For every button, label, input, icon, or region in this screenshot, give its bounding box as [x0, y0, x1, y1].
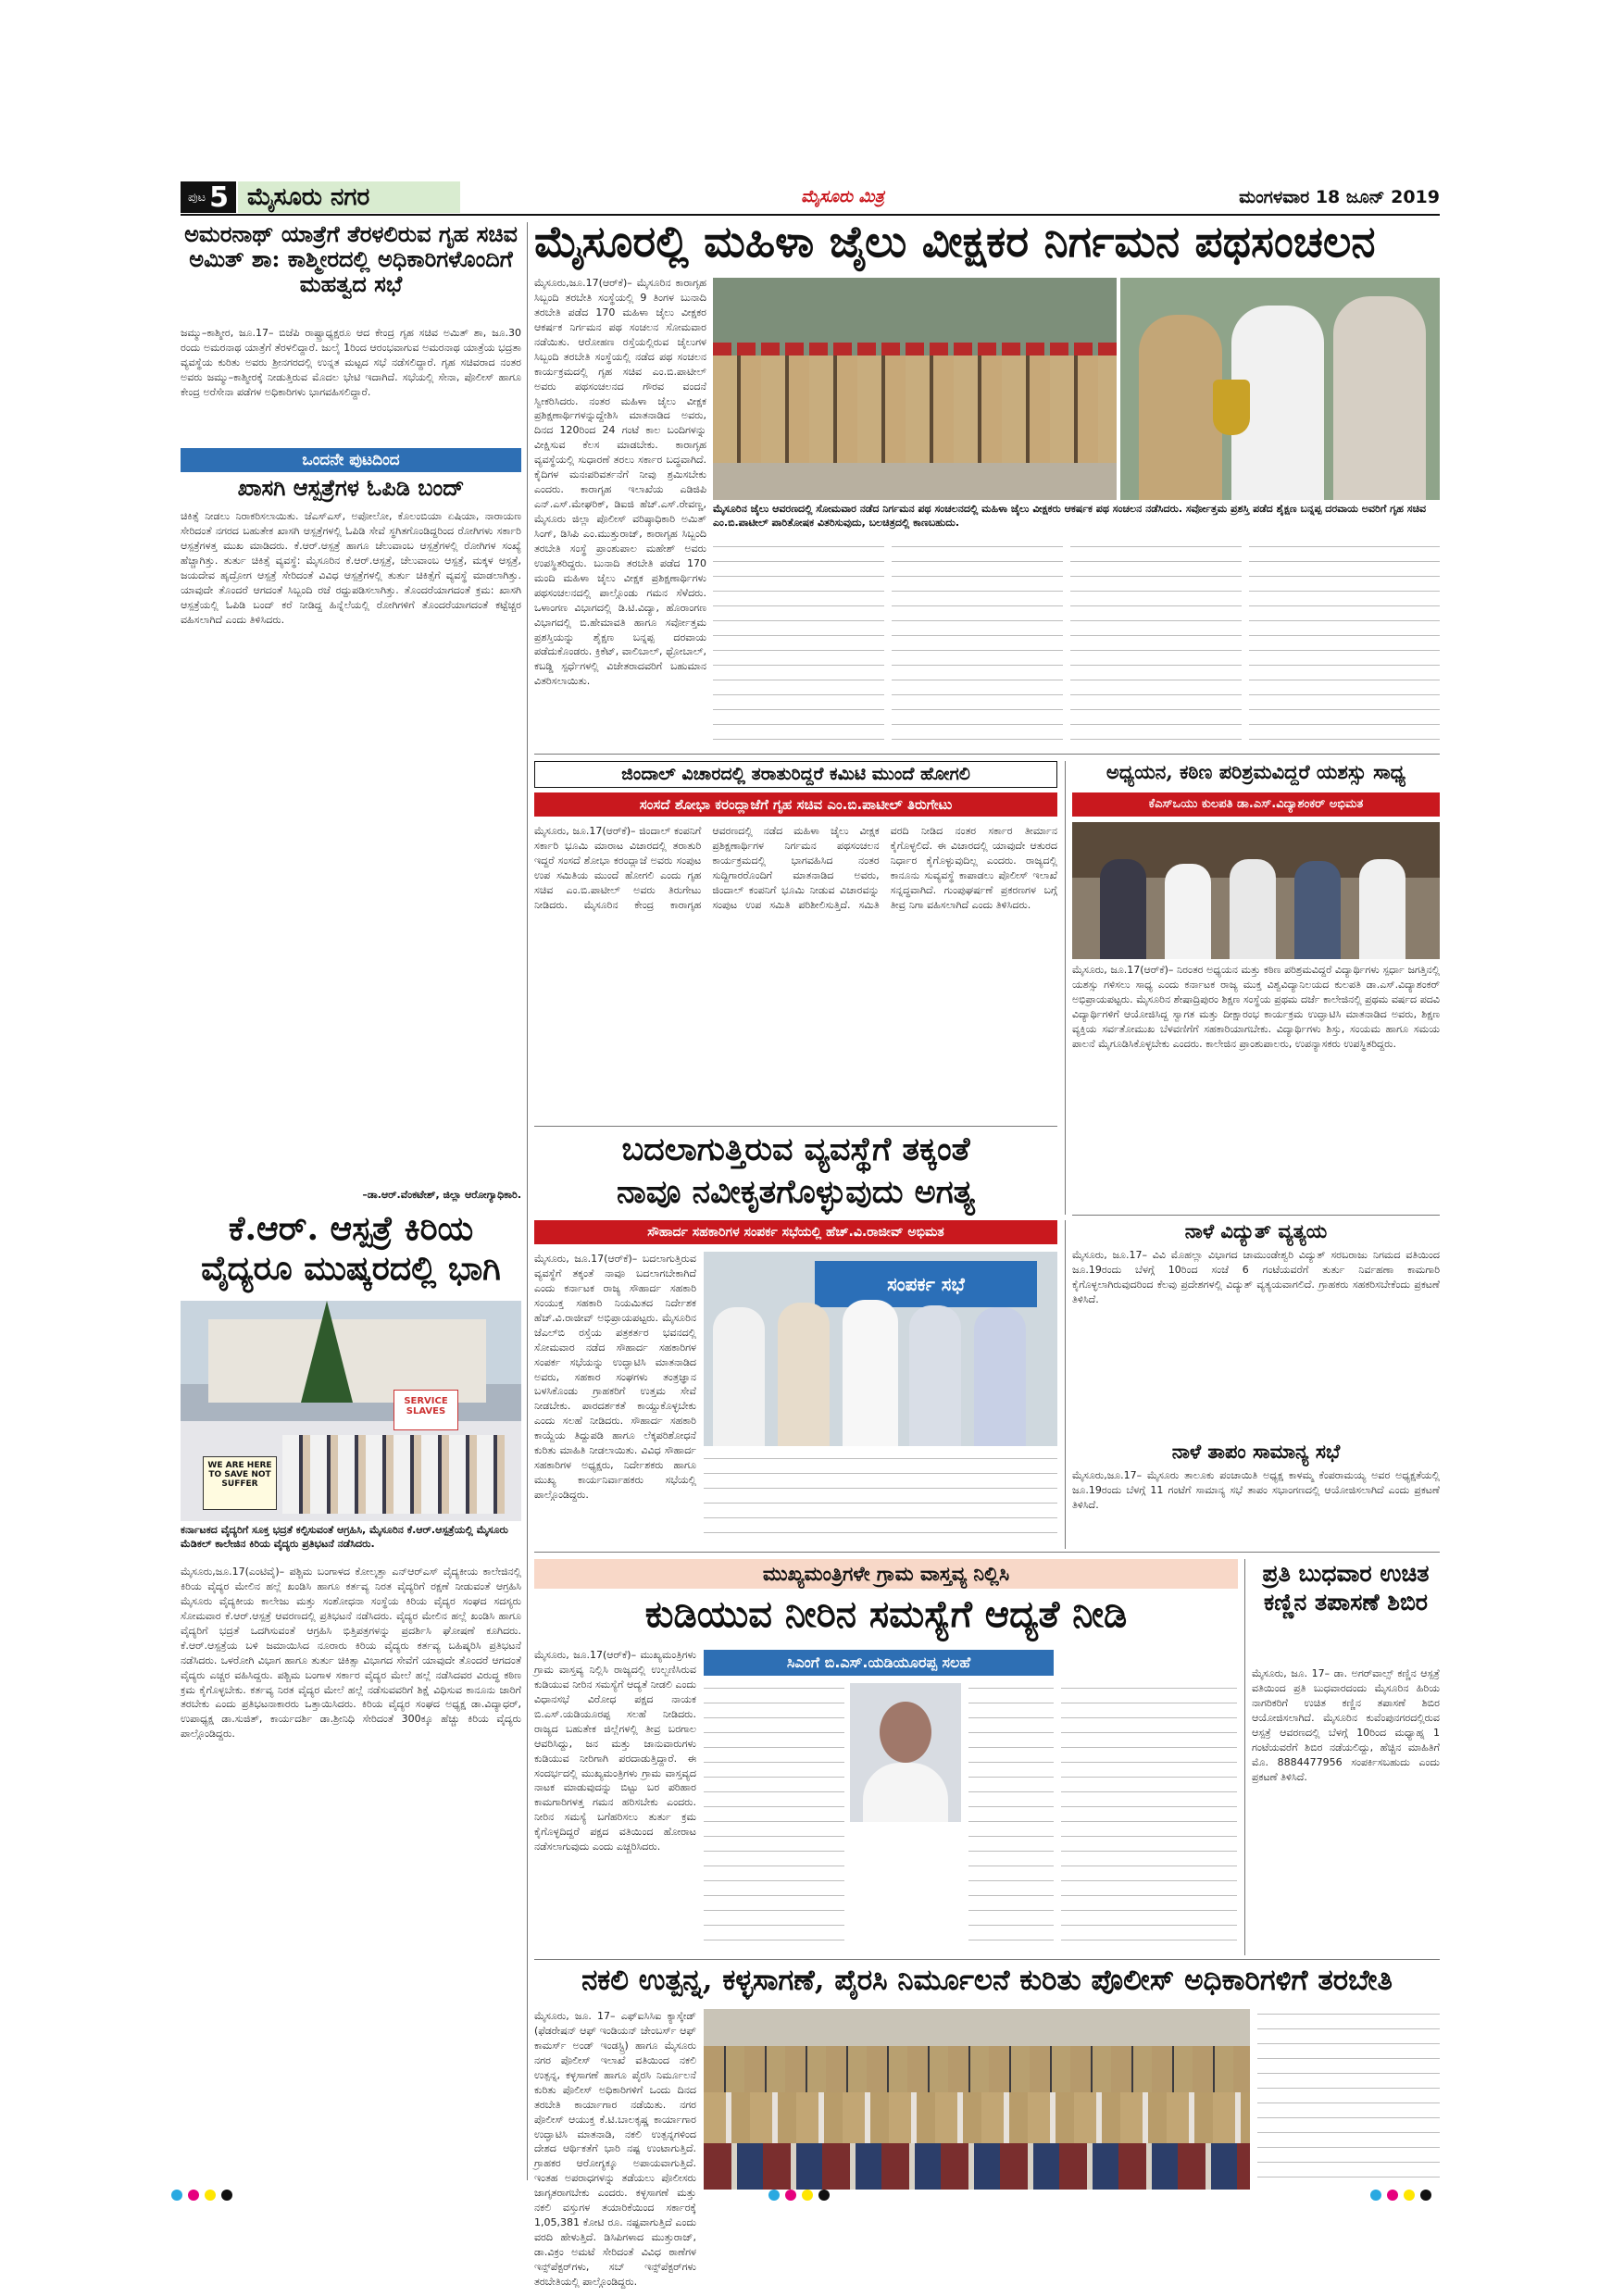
- registration-dots-center: [768, 2187, 835, 2204]
- portrait-head: [880, 1702, 931, 1763]
- registration-dots-right: [1370, 2187, 1437, 2204]
- cm-kicker: ಮುಖ್ಯಮಂತ್ರಿಗಳೇ ಗ್ರಾಮ ವಾಸ್ತವ್ಯ ನಿಲ್ಲಿಸಿ: [534, 1559, 1238, 1589]
- header-rule: [181, 214, 1440, 216]
- issue-date: ಮಂಗಳವಾರ 18 ಜೂನ್ 2019: [1239, 187, 1440, 207]
- budhavara-body: ಮೈಸೂರು, ಜೂ. 17– ಡಾ. ಅಗರ್‌ವಾಲ್ಸ್ ಕಣ್ಣಿನ ಆಸ್ಪತ್ರೆ ವತಿಯಿಂದ ಪ್ರತಿ ಬುಧವಾರದಂದು ಮೈಸೂರಿನ ಹಿರಿಯ ನಾಗರಿಕರಿಗೆ ಉಚಿತ ಕಣ್ಣಿನ ತಪಾಸಣೆ ಶಿಬಿರ ಆಯೋಜಿಸಲಾಗಿದೆ. ಮೈಸೂರಿನ ಕುವೆಂಪುನಗರದಲ್ಲಿರುವ ಆಸ್ಪತ್ರೆ ಆವರಣದಲ್ಲಿ ಬೆಳಗ್ಗೆ 10ರಿಂದ ಮಧ್ಯಾಹ್ನ 1 ಗಂಟೆಯವರೆಗೆ ಶಿಬಿರ ನಡೆಯಲಿದ್ದು, ಹೆಚ್ಚಿನ ಮಾಹಿತಿಗೆ ಮೊ. 8884477956 ಸಂಪರ್ಕಿಸಬಹುದು ಎಂದು ಪ್ರಕಟಣೆ ತಿಳಿಸಿದೆ.: [1252, 1667, 1440, 1783]
- col-divider-1: [527, 222, 528, 2180]
- police-headline: ನಕಲಿ ಉತ್ಪನ್ನ, ಕಳ್ಳಸಾಗಣೆ, ಪೈರಸಿ ನಿರ್ಮೂಲನೆ ಕುರಿತು ಪೊಲೀಸ್ ಅಧಿಕಾರಿಗಳಿಗೆ ತರಬೇತಿ: [581, 1964, 1393, 1997]
- placard-service-slaves: SERVICE SLAVES: [394, 1390, 458, 1430]
- sahakari-meeting-photo: [704, 1252, 1057, 1446]
- amarnath-headline: ಅಮರನಾಥ್ ಯಾತ್ರೆಗೆ ತೆರಳಲಿರುವ ಗೃಹ ಸಚಿವ ಅಮಿತ್ ಶಾ: ಕಾಶ್ಮೀರದಲ್ಲಿ ಅಧಿಕಾರಿಗಳೊಂದಿಗೆ ಮಹತ್ವದ ಸಭೆ: [184, 220, 518, 297]
- budhavara-headline: ಪ್ರತಿ ಬುಧವಾರ ಉಚಿತ ಕಣ್ಣಿನ ತಪಾಸಣೆ ಶಿಬಿರ: [1262, 1560, 1430, 1616]
- main-photo-caption: ಮೈಸೂರಿನ ಜೈಲು ಆವರಣದಲ್ಲಿ ಸೋಮವಾರ ನಡೆದ ನಿರ್ಗಮನ ಪಥ ಸಂಚಲನದಲ್ಲಿ ಮಹಿಳಾ ಜೈಲು ವೀಕ್ಷಕರು ಆಕರ್ಷಕ ಪಥ ಸಂಚಲನ ನಡೆಸಿದರು. ಸರ್ವೋತ್ತಮ ಪ್ರಶಸ್ತಿ ಪಡೆದ ಶೈಕ್ಷಣ ಬನ್ನಪ್ಪ ದರವಾಯ ಅವರಿಗೆ ಗೃಹ ಸಚಿವ ಎಂ.ಬಿ.ಪಾಟೀಲ್ ಪಾರಿತೋಷಕ ವಿತರಿಸುವುದು, ಬಲಚಿತ್ರದಲ್ಲಿ ಕಾಣಬಹುದು.: [713, 503, 1427, 529]
- jindal-body: ಮೈಸೂರು, ಜೂ.17(ಆರ್‌ಕೆ)– ಜಿಂದಾಲ್ ಕಂಪನಿಗೆ ಸರ್ಕಾರಿ ಭೂಮಿ ಮಾರಾಟ ವಿಚಾರದಲ್ಲಿ ತರಾತುರಿ ಇದ್ದರೆ ಸಂಸದೆ ಶೋಭಾ ಕರಂದ್ಲಾಜೆ ಅವರು ಸಂಪುಟ ಉಪ ಸಮಿತಿಯ ಮುಂದೆ ಹೋಗಲಿ ಎಂದು ಗೃಹ ಸಚಿವ ಎಂ.ಬಿ.ಪಾಟೀಲ್ ಅವರು ತಿರುಗೇಟು ನೀಡಿದರು. ಮೈಸೂರಿನ ಕೇಂದ್ರ ಕಾರಾಗೃಹ ಆವರಣದಲ್ಲಿ ನಡೆದ ಮಹಿಳಾ ಜೈಲು ವೀಕ್ಷಕ ಪ್ರಶಿಕ್ಷಣಾರ್ಥಿಗಳ ನಿರ್ಗಮನ ಪಥಸಂಚಲನ ಕಾರ್ಯಕ್ರಮದಲ್ಲಿ ಭಾಗವಹಿಸಿದ ನಂತರ ಸುದ್ದಿಗಾರರೊಂದಿಗೆ ಮಾತನಾಡಿದ ಅವರು, ಜಿಂದಾಲ್ ಕಂಪನಿಗೆ ಭೂಮಿ ನೀಡುವ ವಿಚಾರವನ್ನು ಸಂಪುಟ ಉಪ ಸಮಿತಿ ಪರಿಶೀಲಿಸುತ್ತಿದೆ. ಸಮಿತಿ ವರದಿ ನೀಡಿದ ನಂತರ ಸರ್ಕಾರ ತೀರ್ಮಾನ ಕೈಗೊಳ್ಳಲಿದೆ. ಈ ವಿಚಾರದಲ್ಲಿ ಯಾವುದೇ ಆತುರದ ನಿರ್ಧಾರ ಕೈಗೊಳ್ಳುವುದಿಲ್ಲ ಎಂದರು. ರಾಜ್ಯದಲ್ಲಿ ಕಾನೂನು ಸುವ್ಯವಸ್ಥೆ ಕಾಪಾಡಲು ಪೊಲೀಸ್ ಇಲಾಖೆ ಸನ್ನದ್ಧವಾಗಿದೆ. ಗುಂಪುಘರ್ಷಣೆ ಪ್ರಕರಣಗಳ ಬಗ್ಗೆ ತೀವ್ರ ನಿಗಾ ವಹಿಸಲಾಗಿದೆ ಎಂದು ತಿಳಿಸಿದರು.: [534, 825, 1057, 911]
- main-body-col4: [1070, 542, 1242, 750]
- col-divider-4: [1244, 1559, 1245, 1955]
- doctors-protest-photo: [181, 1301, 521, 1521]
- yeddyurappa-photo: [850, 1683, 961, 1822]
- vyavasthe-headline-2: ನಾವೂ ನವೀಕೃತಗೊಳ್ಳುವುದು ಅಗತ್ಯ: [616, 1173, 976, 1211]
- adhyayana-headline: ಅಧ್ಯಯನ, ಕಠಿಣ ಪರಿಶ್ರಮವಿದ್ದರೆ ಯಶಸ್ಸು ಸಾಧ್ಯ: [1106, 760, 1406, 783]
- kr-hospital-headline: ಕೆ.ಆರ್. ಆಸ್ಪತ್ರೆ ಕಿರಿಯ ವೈದ್ಯರೂ ಮುಷ್ಕರದಲ್ಲಿ ಭಾಗಿ: [201, 1209, 501, 1289]
- rule-under-vyavasthe: [534, 1552, 1440, 1553]
- masthead: ಮೈಸೂರು ಮಿತ್ರ: [801, 187, 884, 206]
- police-group-photo: [704, 2009, 1250, 2190]
- vyavasthe-headline-1: ಬದಲಾಗುತ್ತಿರುವ ವ್ಯವಸ್ಥೆಗೆ ತಕ್ಕಂತೆ: [621, 1130, 970, 1168]
- main-body-col2: [713, 542, 884, 750]
- jindal-headline: ಜಿಂದಾಲ್ ವಿಚಾರದಲ್ಲಿ ತರಾತುರಿದ್ದರೆ ಕಮಿಟಿ ಮುಂದೆ ಹೋಗಲಿ: [534, 761, 1057, 788]
- police-body-cont: [1257, 2009, 1440, 2180]
- page-label: ಪುಟ: [188, 190, 206, 205]
- parade-photo: [713, 278, 1117, 500]
- police-body: ಮೈಸೂರು, ಜೂ. 17– ಎಫ್‌ಐಸಿಸಿಐ ಕ್ಯಾಸ್ಕೇಡ್ (ಫೆಡರೇಷನ್ ಆಫ್ ಇಂಡಿಯನ್ ಚೇಂಬರ್ಸ್ ಆಫ್ ಕಾಮರ್ಸ್ ಅಂಡ್ ಇಂಡಸ್ಟ್ರಿ) ಹಾಗೂ ಮೈಸೂರು ನಗರ ಪೊಲೀಸ್ ಇಲಾಖೆ ವತಿಯಿಂದ ನಕಲಿ ಉತ್ಪನ್ನ, ಕಳ್ಳಸಾಗಣೆ ಹಾಗೂ ಪೈರಸಿ ನಿರ್ಮೂಲನೆ ಕುರಿತು ಪೊಲೀಸ್ ಅಧಿಕಾರಿಗಳಿಗೆ ಒಂದು ದಿನದ ತರಬೇತಿ ಕಾರ್ಯಾಗಾರ ನಡೆಯಿತು. ನಗರ ಪೊಲೀಸ್ ಆಯುಕ್ತ ಕೆ.ಟಿ.ಬಾಲಕೃಷ್ಣ ಕಾರ್ಯಾಗಾರ ಉದ್ಘಾಟಿಸಿ ಮಾತನಾಡಿ, ನಕಲಿ ಉತ್ಪನ್ನಗಳಿಂದ ದೇಶದ ಆರ್ಥಿಕತೆಗೆ ಭಾರಿ ನಷ್ಟ ಉಂಟಾಗುತ್ತಿದೆ. ಗ್ರಾಹಕರ ಆರೋಗ್ಯಕ್ಕೂ ಅಪಾಯವಾಗುತ್ತಿದೆ. ಇಂತಹ ಅಪರಾಧಗಳನ್ನು ತಡೆಯಲು ಪೊಲೀಸರು ಜಾಗೃತರಾಗಬೇಕು ಎಂದರು. ಕಳ್ಳಸಾಗಣೆ ಮತ್ತು ನಕಲಿ ವಸ್ತುಗಳ ತಯಾರಿಕೆಯಿಂದ ಸರ್ಕಾರಕ್ಕೆ 1,05,381 ಕೋಟಿ ರೂ. ನಷ್ಟವಾಗುತ್ತಿದೆ ಎಂದು ವರದಿ ಹೇಳುತ್ತಿದೆ. ಡಿಸಿಪಿಗಳಾದ ಮುತ್ತುರಾಜ್, ಡಾ.ವಿಕ್ರಂ ಅಮಟೆ ಸೇರಿದಂತೆ ವಿವಿಧ ಠಾಣೆಗಳ ಇನ್ಸ್‌ಪೆಕ್ಟರ್‌ಗಳು, ಸಬ್ ಇನ್ಸ್‌ಪೆಕ್ಟರ್‌ಗಳು ತರಬೇತಿಯಲ್ಲಿ ಪಾಲ್ಗೊಂಡಿದ್ದರು.: [534, 2010, 696, 2288]
- award-photo: [1120, 278, 1440, 500]
- opd-kicker: ಒಂದನೇ ಪುಟದಿಂದ: [181, 448, 521, 472]
- jindal-subhead: ಸಂಸದೆ ಶೋಭಾ ಕರಂದ್ಲಾಜೆಗೆ ಗೃಹ ಸಚಿವ ಎಂ.ಬಿ.ಪಾಟೀಲ್ ತಿರುಗೇಟು: [534, 792, 1057, 817]
- opd-headline: ಖಾಸಗಿ ಆಸ್ಪತ್ರೆಗಳ ಓಪಿಡಿ ಬಂದ್: [237, 474, 465, 501]
- rule-above-police: [534, 1959, 1440, 1960]
- vyavasthe-body-cont: [704, 1454, 1057, 1546]
- main-body-col3: [892, 542, 1063, 750]
- cm-headline: ಕುಡಿಯುವ ನೀರಿನ ಸಮಸ್ಯೆಗೆ ಆದ್ಯತೆ ನೀಡಿ: [644, 1592, 1128, 1636]
- rule-under-main: [534, 754, 1440, 755]
- col-divider-3: [1065, 1220, 1066, 1549]
- kr-hospital-body: ಮೈಸೂರು,ಜೂ.17(ಎಂಟಿವೈ)– ಪಶ್ಚಿಮ ಬಂಗಾಳದ ಕೋಲ್ಕತ್ತಾ ಎನ್‌ಆರ್‌ಎಸ್ ವೈದ್ಯಕೀಯ ಕಾಲೇಜಿನಲ್ಲಿ ಕಿರಿಯ ವೈದ್ಯರ ಮೇಲಿನ ಹಲ್ಲೆ ಖಂಡಿಸಿ ಹಾಗೂ ಕರ್ತವ್ಯ ನಿರತ ವೈದ್ಯರಿಗೆ ರಕ್ಷಣೆ ನೀಡುವಂತೆ ಆಗ್ರಹಿಸಿ ಮೈಸೂರು ವೈದ್ಯಕೀಯ ಕಾಲೇಜು ಮತ್ತು ಸಂಶೋಧನಾ ಸಂಸ್ಥೆಯ ಕಿರಿಯ ವೈದ್ಯರ ಸಂಘದ ಸದಸ್ಯರು ಸೋಮವಾರ ಕೆ.ಆರ್.ಆಸ್ಪತ್ರೆ ಆವರಣದಲ್ಲಿ ಪ್ರತಿಭಟನೆ ನಡೆಸಿದರು. ವೈದ್ಯರ ಮೇಲಿನ ಹಲ್ಲೆ ಖಂಡಿಸಿ ಹಾಗೂ ವೈದ್ಯರಿಗೆ ಭದ್ರತೆ ಒದಗಿಸುವಂತೆ ಆಗ್ರಹಿಸಿ ಭಿತ್ತಿಪತ್ರಗಳನ್ನು ಪ್ರದರ್ಶಿಸಿ ಘೋಷಣೆ ಕೂಗಿದರು. ಕೆ.ಆರ್.ಆಸ್ಪತ್ರೆಯ ಬಳಿ ಜಮಾಯಿಸಿದ ನೂರಾರು ಕಿರಿಯ ವೈದ್ಯರು ಕರ್ತವ್ಯ ಬಹಿಷ್ಕರಿಸಿ ಪ್ರತಿಭಟನೆ ನಡೆಸಿದರು. ಒಳರೋಗಿ ವಿಭಾಗ ಹಾಗೂ ತುರ್ತು ಚಿಕಿತ್ಸಾ ವಿಭಾಗದ ಸೇವೆಗೆ ಯಾವುದೇ ತೊಂದರೆ ಆಗದಂತೆ ವೈದ್ಯರು ಎಚ್ಚರ ವಹಿಸಿದ್ದರು. ಪಶ್ಚಿಮ ಬಂಗಾಳ ಸರ್ಕಾರ ವೈದ್ಯರ ಮೇಲೆ ಹಲ್ಲೆ ನಡೆಸಿದವರ ವಿರುದ್ಧ ಕಠಿಣ ಕ್ರಮ ಕೈಗೊಳ್ಳಬೇಕು. ಕರ್ತವ್ಯ ನಿರತ ವೈದ್ಯರ ಮೇಲೆ ಹಲ್ಲೆ ನಡೆಸುವವರಿಗೆ ಶಿಕ್ಷೆ ವಿಧಿಸುವ ಕಾನೂನು ಜಾರಿಗೆ ತರಬೇಕು ಎಂದು ಪ್ರತಿಭಟನಾಕಾರರು ಒತ್ತಾಯಿಸಿದರು. ಕಿರಿಯ ವೈದ್ಯರ ಸಂಘದ ಅಧ್ಯಕ್ಷ ಡಾ.ವಿದ್ಯಾಧರ್, ಉಪಾಧ್ಯಕ್ಷ ಡಾ.ಸುಜಿತ್, ಕಾರ್ಯದರ್ಶಿ ಡಾ.ಶ್ರೀನಿಧಿ ಸೇರಿದಂತೆ 300ಕ್ಕೂ ಹೆಚ್ಚು ಕಿರಿಯ ವೈದ್ಯರು ಪಾಲ್ಗೊಂಡಿದ್ದರು.: [181, 1566, 521, 1741]
- main-body-col5: [1249, 542, 1440, 750]
- adhyayana-subhead: ಕೆಎಸ್‌ಒಯು ಕುಲಪತಿ ಡಾ.ಎಸ್.ವಿದ್ಯಾಶಂಕರ್ ಅಭಿಮತ: [1072, 792, 1440, 817]
- page-header: [181, 181, 1440, 215]
- ksou-event-photo: [1072, 822, 1440, 959]
- cm-subhead: ಸಿಎಂಗೆ ಬಿ.ಎಸ್.ಯಡಿಯೂರಪ್ಪ ಸಲಹೆ: [704, 1650, 1054, 1676]
- main-body-col1: ಮೈಸೂರು,ಜೂ.17(ಆರ್‌ಕೆ)– ಮೈಸೂರಿನ ಕಾರಾಗೃಹ ಸಿಬ್ಬಂದಿ ತರಬೇತಿ ಸಂಸ್ಥೆಯಲ್ಲಿ 9 ತಿಂಗಳ ಬುನಾದಿ ತರಬೇತಿ ಪಡೆದ 170 ಮಹಿಳಾ ಜೈಲು ವೀಕ್ಷಕರ ಆಕರ್ಷಕ ನಿರ್ಗಮನ ಪಥ ಸಂಚಲನ ಸೋಮವಾರ ನಡೆಯಿತು. ಆರೋಹಣ ರಸ್ತೆಯಲ್ಲಿರುವ ಜೈಲುಗಳ ಸಿಬ್ಬಂದಿ ತರಬೇತಿ ಸಂಸ್ಥೆಯಲ್ಲಿ ನಡೆದ ಪಥ ಸಂಚಲನ ಕಾರ್ಯಕ್ರಮದಲ್ಲಿ ಗೃಹ ಸಚಿವ ಎಂ.ಬಿ.ಪಾಟೀಲ್ ಅವರು ಪಥಸಂಚಲನದ ಗೌರವ ವಂದನೆ ಸ್ವೀಕರಿಸಿದರು. ನಂತರ ಮಹಿಳಾ ಜೈಲು ವೀಕ್ಷಕ ಪ್ರಶಿಕ್ಷಣಾರ್ಥಿಗಳನ್ನುದ್ದೇಶಿಸಿ ಮಾತನಾಡಿದ ಅವರು, ದಿನದ 120ರಿಂದ 24 ಗಂಟೆ ಕಾಲ ಬಂದಿಗಳನ್ನು ವೀಕ್ಷಿಸುವ ಕೆಲಸ ಮಾಡಬೇಕು. ಕಾರಾಗೃಹ ವ್ಯವಸ್ಥೆಯಲ್ಲಿ ಸುಧಾರಣೆ ತರಲು ಸರ್ಕಾರ ಬದ್ಧವಾಗಿದೆ. ಕೈದಿಗಳ ಮನಃಪರಿವರ್ತನೆಗೆ ನೀವು ಶ್ರಮಿಸಬೇಕು ಎಂದರು. ಕಾರಾಗೃಹ ಇಲಾಖೆಯ ಎಡಿಜಿಪಿ ಎನ್.ಎಸ್.ಮೇಘರಿಕ್, ಡಿಐಜಿ ಹೆಚ್.ಎಸ್.ರೇವಣ್ಣ, ಮೈಸೂರು ಜಿಲ್ಲಾ ಪೊಲೀಸ್ ವರಿಷ್ಠಾಧಿಕಾರಿ ಅಮಿತ್ ಸಿಂಗ್, ಡಿಸಿಪಿ ಎಂ.ಮುತ್ತುರಾಜ್, ಕಾರಾಗೃಹ ಸಿಬ್ಬಂದಿ ತರಬೇತಿ ಸಂಸ್ಥೆ ಪ್ರಾಂಶುಪಾಲ ಮಹೇಶ್ ಅವರು ಉಪಸ್ಥಿತರಿದ್ದರು. ಬುನಾದಿ ತರಬೇತಿ ಪಡೆದ 170 ಮಂದಿ ಮಹಿಳಾ ಜೈಲು ವೀಕ್ಷಕ ಪ್ರಶಿಕ್ಷಣಾರ್ಥಿಗಳು ಪಥಸಂಚಲನದಲ್ಲಿ ಪಾಲ್ಗೊಂಡು ಗಮನ ಸೆಳೆದರು. ಒಳಾಂಗಣ ವಿಭಾಗದಲ್ಲಿ ಡಿ.ಟಿ.ವಿದ್ಯಾ, ಹೊರಾಂಗಣ ವಿಭಾಗದಲ್ಲಿ ಬಿ.ಹೇಮಾವತಿ ಹಾಗೂ ಸರ್ವೋತ್ತಮ ಪ್ರಶಸ್ತಿಯನ್ನು ಶೈಕ್ಷಣ ಬನ್ನಪ್ಪ ದರವಾಯ ಪಡೆದುಕೊಂಡರು. ಕ್ರಿಕೆಟ್, ವಾಲಿಬಾಲ್, ಥ್ರೋಬಾಲ್, ಕಬಡ್ಡಿ ಸ್ಪರ್ಧೆಗಳಲ್ಲಿ ವಿಜೇತರಾದವರಿಗೆ ಬಹುಮಾನ ವಿತರಿಸಲಾಯಿತು.: [534, 277, 706, 688]
- amarnath-body: ಜಮ್ಮು–ಕಾಶ್ಮೀರ, ಜೂ.17– ಬಿಜೆಪಿ ರಾಷ್ಟ್ರಾಧ್ಯಕ್ಷರೂ ಆದ ಕೇಂದ್ರ ಗೃಹ ಸಚಿವ ಅಮಿತ್ ಶಾ, ಜೂ.30 ರಂದು ಅಮರನಾಥ ಯಾತ್ರೆಗೆ ತೆರಳಲಿದ್ದಾರೆ. ಜುಲೈ 1ರಿಂದ ಆರಂಭವಾಗುವ ಅಮರನಾಥ ಯಾತ್ರೆಯ ಭದ್ರತಾ ವ್ಯವಸ್ಥೆಯ ಕುರಿತು ಅವರು ಶ್ರೀನಗರದಲ್ಲಿ ಉನ್ನತ ಮಟ್ಟದ ಸಭೆ ನಡೆಸಲಿದ್ದಾರೆ. ಗೃಹ ಸಚಿವರಾದ ನಂತರ ಅವರು ಜಮ್ಮು–ಕಾಶ್ಮೀರಕ್ಕೆ ನೀಡುತ್ತಿರುವ ಮೊದಲ ಭೇಟಿ ಇದಾಗಿದೆ. ಸಭೆಯಲ್ಲಿ ಸೇನಾ, ಪೊಲೀಸ್ ಹಾಗೂ ಕೇಂದ್ರ ಅರೆಸೇನಾ ಪಡೆಗಳ ಅಧಿಕಾರಿಗಳು ಭಾಗವಹಿಸಲಿದ್ದಾರೆ.: [181, 327, 521, 398]
- cm-body-cont-3: [1061, 1683, 1237, 1952]
- vidyut-body: ಮೈಸೂರು, ಜೂ.17– ವಿವಿ ಮೊಹಲ್ಲಾ ವಿಭಾಗದ ಚಾಮುಂಡೇಶ್ವರಿ ವಿದ್ಯುತ್ ಸರಬರಾಜು ನಿಗಮದ ವತಿಯಿಂದ ಜೂ.19ರಂದು ಬೆಳಗ್ಗೆ 10ರಿಂದ ಸಂಜೆ 6 ಗಂಟೆಯವರೆಗೆ ತುರ್ತು ನಿರ್ವಹಣಾ ಕಾಮಗಾರಿ ಕೈಗೊಳ್ಳಲಾಗಿರುವುದರಿಂದ ಕೆಲವು ಪ್ರದೇಶಗಳಲ್ಲಿ ವಿದ್ಯುತ್ ವ್ಯತ್ಯಯವಾಗಲಿದೆ. ಗ್ರಾಹಕರು ಸಹಕರಿಸಬೇಕೆಂದು ಪ್ರಕಟಣೆ ತಿಳಿಸಿದೆ.: [1072, 1249, 1440, 1305]
- banner: ಸಂಪರ್ಕ ಸಭೆ: [815, 1261, 1037, 1307]
- opd-signoff: –ಡಾ.ಆರ್.ವೆಂಕಟೇಶ್, ಜಿಲ್ಲಾ ಆರೋಗ್ಯಾಧಿಕಾರಿ.: [362, 1189, 521, 1201]
- cm-body: ಮೈಸೂರು, ಜೂ.17(ಆರ್‌ಕೆ)– ಮುಖ್ಯಮಂತ್ರಿಗಳು ಗ್ರಾಮ ವಾಸ್ತವ್ಯ ನಿಲ್ಲಿಸಿ ರಾಜ್ಯದಲ್ಲಿ ಉಲ್ಬಣಿಸಿರುವ ಕುಡಿಯುವ ನೀರಿನ ಸಮಸ್ಯೆಗೆ ಆದ್ಯತೆ ನೀಡಲಿ ಎಂದು ವಿಧಾನಸಭೆ ವಿರೋಧ ಪಕ್ಷದ ನಾಯಕ ಬಿ.ಎಸ್.ಯಡಿಯೂರಪ್ಪ ಸಲಹೆ ನೀಡಿದರು. ರಾಜ್ಯದ ಬಹುತೇಕ ಜಿಲ್ಲೆಗಳಲ್ಲಿ ತೀವ್ರ ಬರಗಾಲ ಆವರಿಸಿದ್ದು, ಜನ ಮತ್ತು ಜಾನುವಾರುಗಳು ಕುಡಿಯುವ ನೀರಿಗಾಗಿ ಪರದಾಡುತ್ತಿದ್ದಾರೆ. ಈ ಸಂದರ್ಭದಲ್ಲಿ ಮುಖ್ಯಮಂತ್ರಿಗಳು ಗ್ರಾಮ ವಾಸ್ತವ್ಯದ ನಾಟಕ ಮಾಡುವುದನ್ನು ಬಿಟ್ಟು ಬರ ಪರಿಹಾರ ಕಾಮಗಾರಿಗಳತ್ತ ಗಮನ ಹರಿಸಬೇಕು ಎಂದರು. ನೀರಿನ ಸಮಸ್ಯೆ ಬಗೆಹರಿಸಲು ತುರ್ತು ಕ್ರಮ ಕೈಗೊಳ್ಳದಿದ್ದರೆ ಪಕ್ಷದ ವತಿಯಿಂದ ಹೋರಾಟ ನಡೆಸಲಾಗುವುದು ಎಂದು ಎಚ್ಚರಿಸಿದರು.: [534, 1649, 696, 1853]
- tapasabhe-headline: ನಾಳೆ ತಾಪಂ ಸಾಮಾನ್ಯ ಸಭೆ: [1171, 1440, 1341, 1463]
- rule-above-vidyut: [1072, 1215, 1440, 1216]
- section-title: ಮೈಸೂರು ನಗರ: [238, 181, 460, 213]
- tree-shape: [301, 1301, 353, 1403]
- vyavasthe-body: ಮೈಸೂರು, ಜೂ.17(ಆರ್‌ಕೆ)– ಬದಲಾಗುತ್ತಿರುವ ವ್ಯವಸ್ಥೆಗೆ ತಕ್ಕಂತೆ ನಾವೂ ಬದಲಾಗಬೇಕಾಗಿದೆ ಎಂದು ಕರ್ನಾಟಕ ರಾಜ್ಯ ಸೌಹಾರ್ದ ಸಹಕಾರಿ ಸಂಯುಕ್ತ ಸಹಕಾರಿ ನಿಯಮಿತದ ನಿರ್ದೇಶಕ ಹೆಚ್.ವಿ.ರಾಜೀವ್ ಅಭಿಪ್ರಾಯಪಟ್ಟರು. ಮೈಸೂರಿನ ಜೆಎಲ್‌ಬಿ ರಸ್ತೆಯ ಪತ್ರಕರ್ತರ ಭವನದಲ್ಲಿ ಸೋಮವಾರ ನಡೆದ ಸೌಹಾರ್ದ ಸಹಕಾರಿಗಳ ಸಂಪರ್ಕ ಸಭೆಯನ್ನು ಉದ್ಘಾಟಿಸಿ ಮಾತನಾಡಿದ ಅವರು, ಸಹಕಾರ ಸಂಘಗಳು ತಂತ್ರಜ್ಞಾನ ಬಳಸಿಕೊಂಡು ಗ್ರಾಹಕರಿಗೆ ಉತ್ತಮ ಸೇವೆ ನೀಡಬೇಕು. ಪಾರದರ್ಶಕತೆ ಕಾಯ್ದುಕೊಳ್ಳಬೇಕು ಎಂದು ಸಲಹೆ ನೀಡಿದರು. ಸೌಹಾರ್ದ ಸಹಕಾರಿ ಕಾಯ್ದೆಯ ತಿದ್ದುಪಡಿ ಹಾಗೂ ಲೆಕ್ಕಪರಿಶೋಧನೆ ಕುರಿತು ಮಾಹಿತಿ ನೀಡಲಾಯಿತು. ವಿವಿಧ ಸೌಹಾರ್ದ ಸಹಕಾರಿಗಳ ಅಧ್ಯಕ್ಷರು, ನಿರ್ದೇಶಕರು ಹಾಗೂ ಮುಖ್ಯ ಕಾರ್ಯನಿರ್ವಾಹಕರು ಸಭೆಯಲ್ಲಿ ಪಾಲ್ಗೊಂಡಿದ್ದರು.: [534, 1253, 696, 1501]
- registration-dots-left: [171, 2187, 238, 2204]
- page-number: 5: [209, 181, 229, 214]
- vyavasthe-subhead: ಸೌಹಾರ್ದ ಸಹಕಾರಿಗಳ ಸಂಪರ್ಕ ಸಭೆಯಲ್ಲಿ ಹೆಚ್.ವಿ.ರಾಜೀವ್ ಅಭಿಮತ: [534, 1220, 1057, 1244]
- vidyut-headline: ನಾಳೆ ವಿದ್ಯುತ್ ವ್ಯತ್ಯಯ: [1184, 1219, 1328, 1242]
- placard-save: WE ARE HERE TO SAVE NOT SUFFER: [203, 1456, 277, 1510]
- main-headline: ಮೈಸೂರಲ್ಲಿ ಮಹಿಳಾ ಜೈಲು ವೀಕ್ಷಕರ ನಿರ್ಗಮನ ಪಥಸಂಚಲನ: [534, 217, 1376, 268]
- kr-hospital-caption: ಕರ್ನಾಟಕದ ವೈದ್ಯರಿಗೆ ಸೂಕ್ತ ಭದ್ರತೆ ಕಲ್ಪಿಸುವಂತೆ ಆಗ್ರಹಿಸಿ, ಮೈಸೂರಿನ ಕೆ.ಆರ್.ಆಸ್ಪತ್ರೆಯಲ್ಲಿ ಮೈಸೂರು ಮೆಡಿಕಲ್ ಕಾಲೇಜಿನ ಕಿರಿಯ ವೈದ್ಯರು ಪ್ರತಿಭಟನೆ ನಡೆಸಿದರು.: [181, 1524, 508, 1550]
- rule-under-jindal: [534, 1126, 1057, 1127]
- cm-body-cont-1: [704, 1683, 844, 1952]
- opd-body: ಚಿಕಿತ್ಸೆ ನೀಡಲು ನಿರಾಕರಿಸಲಾಯಿತು. ಜೆಎಸ್‌ಎಸ್, ಅಪೋಲೋ, ಕೊಲಂಬಿಯಾ ಏಷಿಯಾ, ನಾರಾಯಣ ಸೇರಿದಂತೆ ನಗರದ ಬಹುತೇಕ ಖಾಸಗಿ ಆಸ್ಪತ್ರೆಗಳಲ್ಲಿ ಓಪಿಡಿ ಸೇವೆ ಸ್ಥಗಿತಗೊಂಡಿದ್ದರಿಂದ ರೋಗಿಗಳು ಸರ್ಕಾರಿ ಆಸ್ಪತ್ರೆಗಳತ್ತ ಮುಖ ಮಾಡಿದರು. ಕೆ.ಆರ್.ಆಸ್ಪತ್ರೆ ಹಾಗೂ ಚೆಲುವಾಂಬ ಆಸ್ಪತ್ರೆಗಳಲ್ಲಿ ರೋಗಿಗಳ ಸಂಖ್ಯೆ ಹೆಚ್ಚಾಗಿತ್ತು. ತುರ್ತು ಚಿಕಿತ್ಸೆ ವ್ಯವಸ್ಥೆ: ಮೈಸೂರಿನ ಕೆ.ಆರ್.ಆಸ್ಪತ್ರೆ, ಚೆಲುವಾಂಬ ಆಸ್ಪತ್ರೆ, ಮಕ್ಕಳ ಆಸ್ಪತ್ರೆ, ಜಯದೇವ ಹೃದ್ರೋಗ ಆಸ್ಪತ್ರೆ ಸೇರಿದಂತೆ ವಿವಿಧ ಆಸ್ಪತ್ರೆಗಳಲ್ಲಿ ತುರ್ತು ಚಿಕಿತ್ಸೆಗೆ ವ್ಯವಸ್ಥೆ ಮಾಡಲಾಗಿತ್ತು. ಯಾವುದೇ ತೊಂದರೆ ಆಗದಂತೆ ಸಿಬ್ಬಂದಿ ರಜೆ ರದ್ದುಪಡಿಸಲಾಗಿತ್ತು. ತೊಂದರೆಯಾಗದಂತೆ ಕ್ರಮ: ಖಾಸಗಿ ಆಸ್ಪತ್ರೆಯಲ್ಲಿ ಓಪಿಡಿ ಬಂದ್ ಕರೆ ನೀಡಿದ್ದ ಹಿನ್ನೆಲೆಯಲ್ಲಿ ರೋಗಿಗಳಿಗೆ ತೊಂದರೆಯಾಗದಂತೆ ಕಟ್ಟೆಚ್ಚರ ವಹಿಸಲಾಗಿದೆ ಎಂದು ತಿಳಿಸಿದರು.: [181, 510, 521, 626]
- trophy-icon: [1213, 380, 1250, 435]
- col-divider-2: [1065, 761, 1066, 1215]
- tapasabhe-body: ಮೈಸೂರು,ಜೂ.17– ಮೈಸೂರು ತಾಲೂಕು ಪಂಚಾಯಿತಿ ಅಧ್ಯಕ್ಷ ಕಾಳಮ್ಮ ಕೆಂಪರಾಮಯ್ಯ ಅವರ ಅಧ್ಯಕ್ಷತೆಯಲ್ಲಿ ಜೂ.19ರಂದು ಬೆಳಗ್ಗೆ 11 ಗಂಟೆಗೆ ಸಾಮಾನ್ಯ ಸಭೆ ತಾಪಂ ಸಭಾಂಗಣದಲ್ಲಿ ಆಯೋಜಿಸಲಾಗಿದೆ ಎಂದು ಪ್ರಕಟಣೆ ತಿಳಿಸಿದೆ.: [1072, 1469, 1440, 1511]
- cm-body-cont-2: [968, 1683, 1054, 1952]
- adhyayana-body: ಮೈಸೂರು, ಜೂ.17(ಆರ್‌ಕೆ)– ನಿರಂತರ ಅಧ್ಯಯನ ಮತ್ತು ಕಠಿಣ ಪರಿಶ್ರಮವಿದ್ದರೆ ವಿದ್ಯಾರ್ಥಿಗಳು ಸ್ಪರ್ಧಾ ಜಗತ್ತಿನಲ್ಲಿ ಯಶಸ್ಸು ಗಳಿಸಲು ಸಾಧ್ಯ ಎಂದು ಕರ್ನಾಟಕ ರಾಜ್ಯ ಮುಕ್ತ ವಿಶ್ವವಿದ್ಯಾನಿಲಯದ ಕುಲಪತಿ ಡಾ.ಎಸ್.ವಿದ್ಯಾಶಂಕರ್ ಅಭಿಪ್ರಾಯಪಟ್ಟರು. ಮೈಸೂರಿನ ಶೇಷಾದ್ರಿಪುರಂ ಶಿಕ್ಷಣ ಸಂಸ್ಥೆಯ ಪ್ರಥಮ ದರ್ಜೆ ಕಾಲೇಜಿನಲ್ಲಿ ಪ್ರಥಮ ವರ್ಷದ ಪದವಿ ವಿದ್ಯಾರ್ಥಿಗಳಿಗೆ ಆಯೋಜಿಸಿದ್ದ ಸ್ವಾಗತ ಮತ್ತು ದೀಕ್ಷಾರಂಭ ಕಾರ್ಯಕ್ರಮ ಉದ್ಘಾಟಿಸಿ ಮಾತನಾಡಿದ ಅವರು, ಶಿಕ್ಷಣ ವ್ಯಕ್ತಿಯ ಸರ್ವತೋಮುಖ ಬೆಳವಣಿಗೆಗೆ ಸಹಕಾರಿಯಾಗಬೇಕು. ವಿದ್ಯಾರ್ಥಿಗಳು ಶಿಸ್ತು, ಸಂಯಮ ಹಾಗೂ ಸಮಯ ಪಾಲನೆ ಮೈಗೂಡಿಸಿಕೊಳ್ಳಬೇಕು ಎಂದರು. ಕಾಲೇಜಿನ ಪ್ರಾಂಶುಪಾಲರು, ಉಪನ್ಯಾಸಕರು ಉಪಸ್ಥಿತರಿದ್ದರು.: [1072, 964, 1440, 1050]
- page-number-tab: [181, 181, 236, 213]
